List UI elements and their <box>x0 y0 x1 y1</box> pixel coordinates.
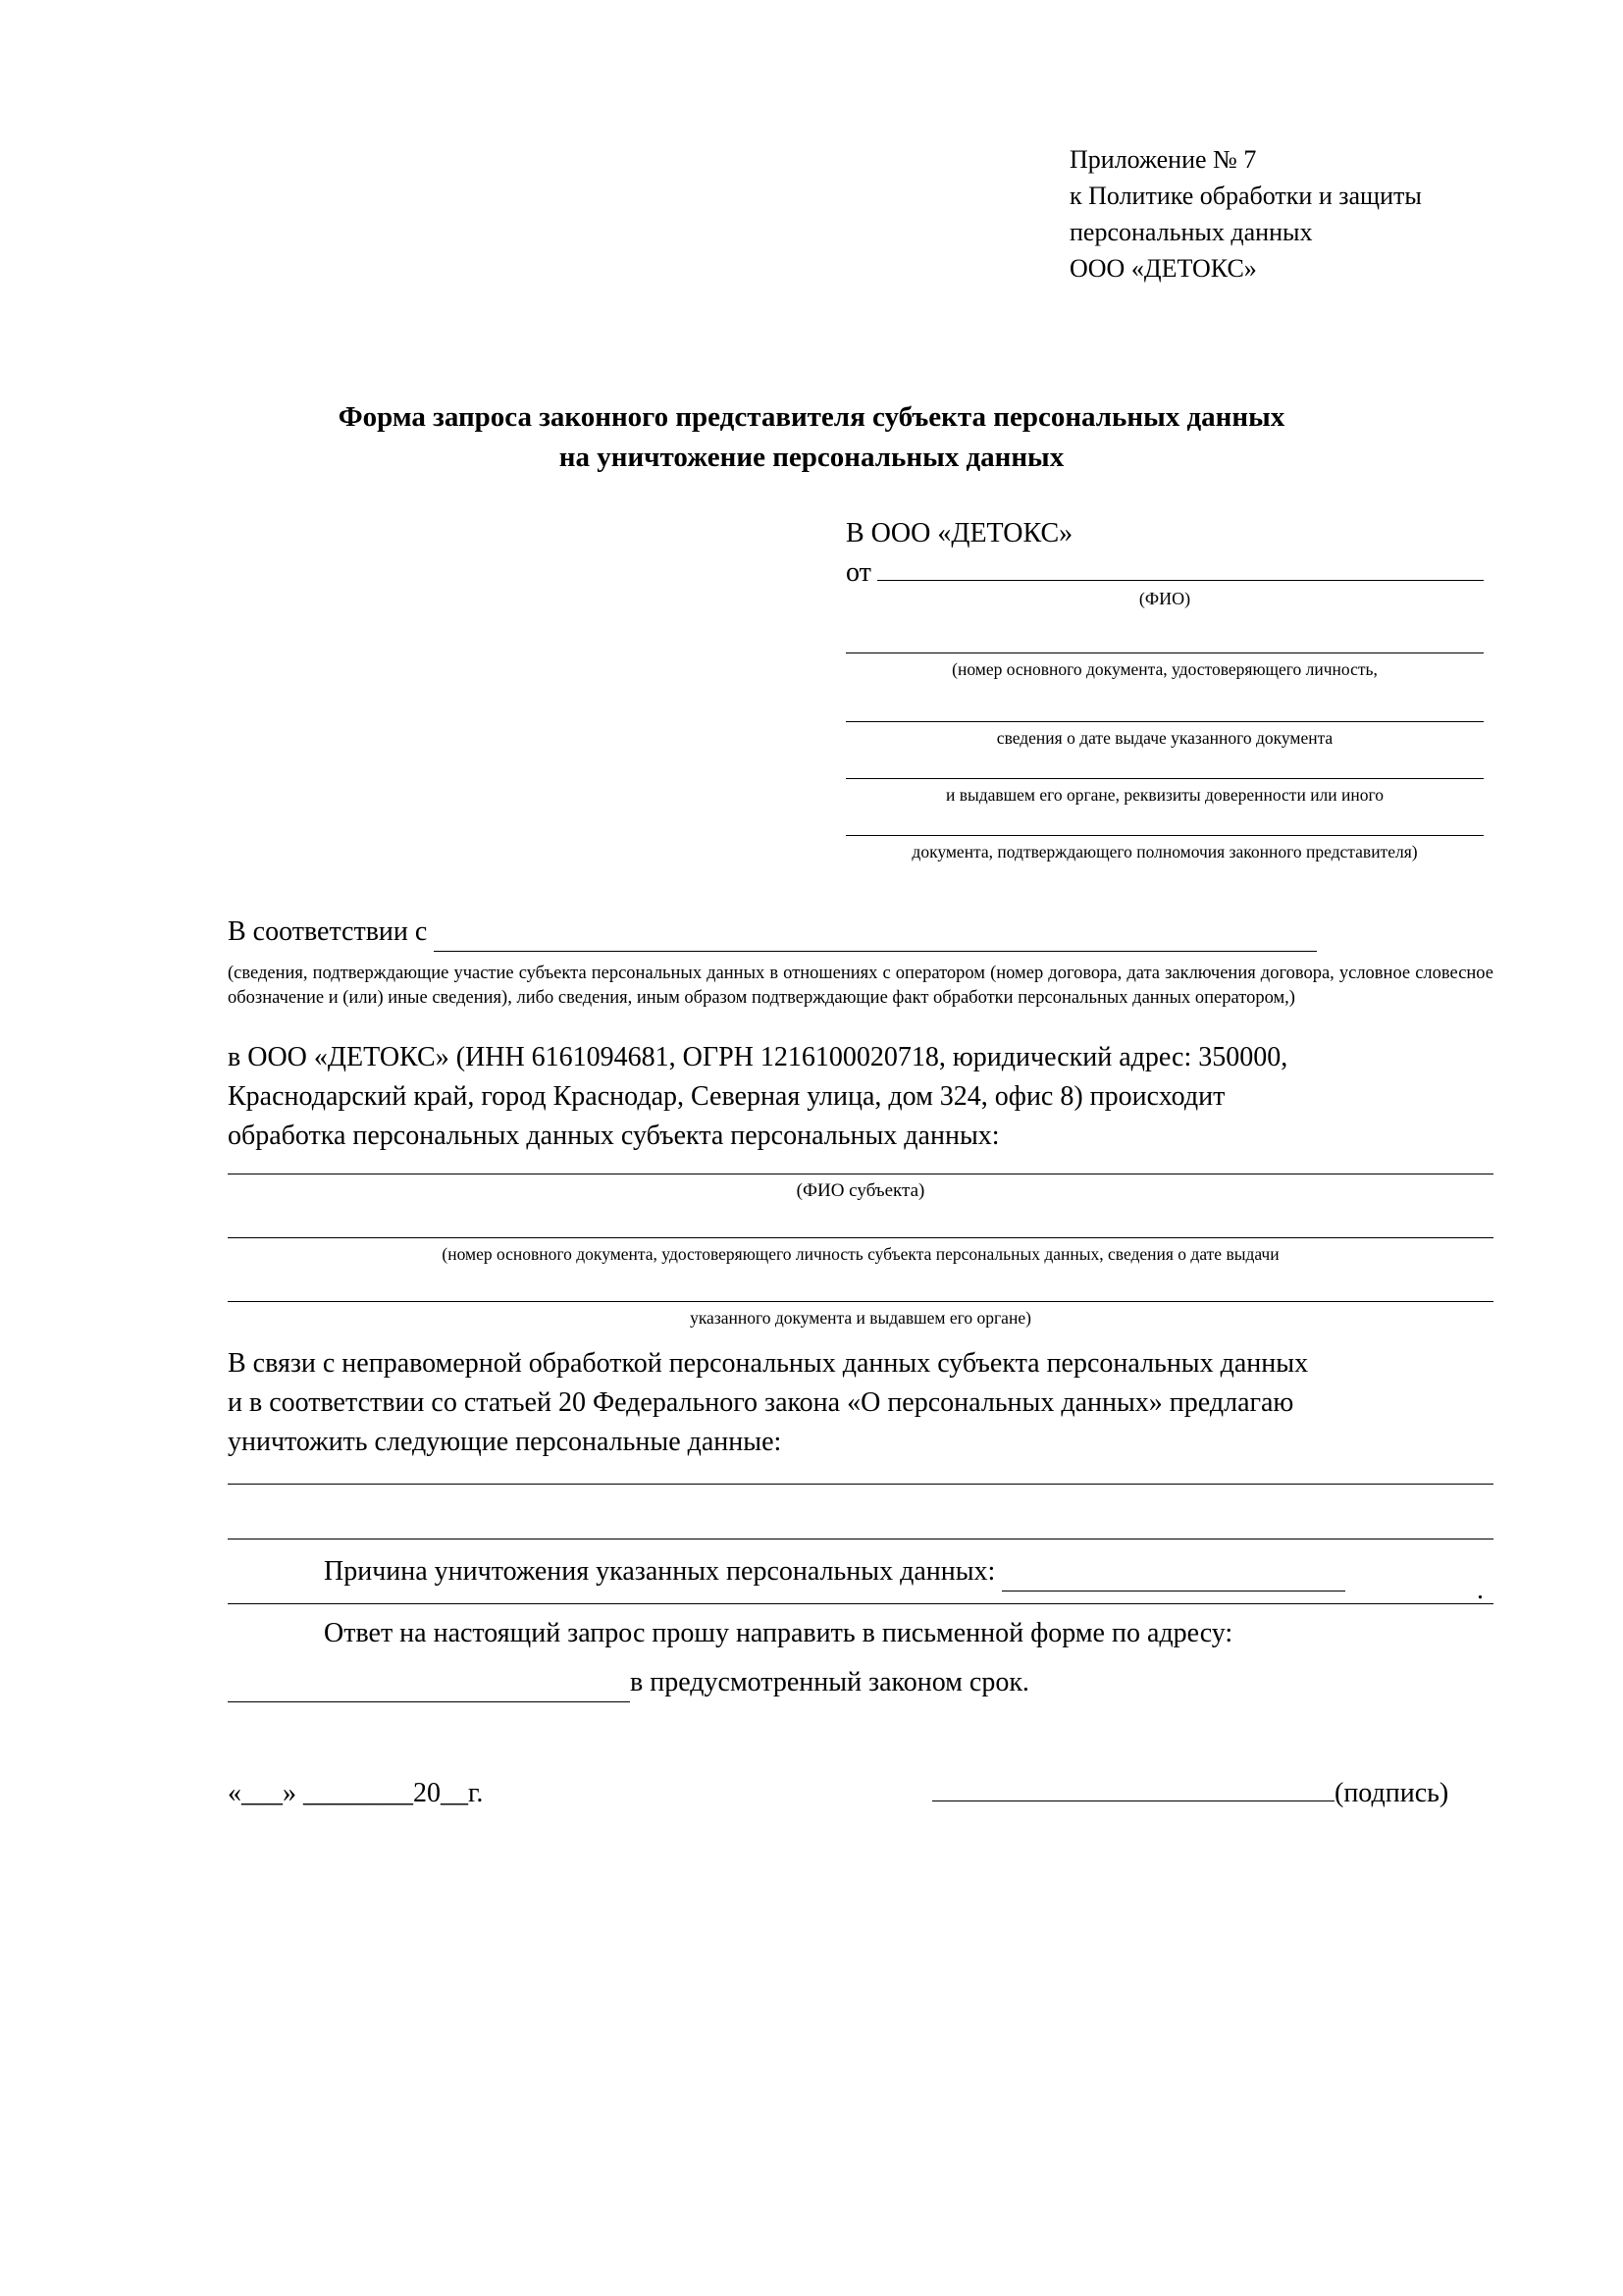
title-line-2: на уничтожение персональных данных <box>558 441 1065 473</box>
rep-doc-authority-line[interactable] <box>846 835 1484 836</box>
in-accordance-input-line[interactable] <box>434 931 1317 952</box>
title-line-1: Форма запроса законного представителя субъекта персональных данных <box>338 401 1285 433</box>
rep-doc-organ-line[interactable] <box>846 778 1484 779</box>
subject-doc-line-1[interactable] <box>228 1237 1493 1238</box>
caption-fio: (ФИО) <box>1138 589 1191 608</box>
date-field[interactable]: «___» ________20__г. <box>228 1778 484 1808</box>
in-accordance-row <box>228 913 1493 952</box>
caption-doc-organ: и выдавшем его органе, реквизиты доверенности или иного <box>945 785 1385 805</box>
answer-line-1: Ответ на настоящий запрос прошу направить в письменной форме по адресу: <box>324 1618 1233 1648</box>
company-paragraph-line-3: обработка персональных данных субъекта персональных данных: <box>228 1120 1000 1151</box>
caption-doc-date: сведения о дате выдаче указанного документа <box>996 728 1334 748</box>
reason-period: . <box>1477 1575 1484 1605</box>
answer-address-input-line[interactable] <box>228 1682 630 1702</box>
header-line-company: ООО «ДЕТОКС» <box>1070 253 1257 283</box>
reason-label: Причина уничтожения указанных персональных данных: <box>324 1556 996 1587</box>
unlawful-paragraph <box>228 1344 1493 1461</box>
caption-subject-fio: (ФИО субъекта) <box>796 1180 925 1201</box>
company-paragraph-line-1: в ООО «ДЕТОКС» (ИНН 6161094681, ОГРН 1216100020718, юридический адрес: 350000, <box>228 1042 1288 1072</box>
signature-label: (подпись) <box>1335 1778 1449 1808</box>
from-row <box>846 557 1484 589</box>
answer-line-2: в предусмотренный законом срок. <box>630 1667 1029 1697</box>
reason-line-2[interactable] <box>228 1603 1493 1604</box>
unlawful-line-3: уничтожить следующие персональные данные: <box>228 1426 782 1457</box>
page-title <box>0 397 1623 477</box>
company-paragraph-line-2: Краснодарский край, город Краснодар, Северная улица, дом 324, офис 8) происходит <box>228 1080 1226 1112</box>
data-to-destroy-line-1[interactable] <box>228 1484 1493 1485</box>
rep-doc-date-line[interactable] <box>846 721 1484 722</box>
header-line-policy: к Политике обработки и защиты <box>1070 181 1422 210</box>
caption-subject-doc-2: указанного документа и выдавшем его органе) <box>690 1308 1031 1328</box>
signature-input-line[interactable] <box>932 1779 1335 1801</box>
header-line-appendix: Приложение № 7 <box>1070 145 1257 174</box>
in-accordance-note: (сведения, подтверждающие участие субъекта персональных данных в отношениях с оператором (номер договора, дата заключения договора, условное словесное обозначение и (или) иные сведения), либо сведения, иным образом подтверждающие факт обработки персональных данных оператором,) <box>228 964 1493 1008</box>
unlawful-line-1: В связи с неправомерной обработкой персональных данных субъекта персональных данных <box>228 1348 1309 1379</box>
subject-doc-line-2[interactable] <box>228 1301 1493 1302</box>
company-paragraph <box>228 1038 1493 1155</box>
rep-doc-number-line[interactable] <box>846 652 1484 653</box>
in-accordance-label: В соответствии с <box>228 916 428 947</box>
header-line-personal-data: персональных данных <box>1070 217 1313 246</box>
addressee-organization: В ООО «ДЕТОКС» <box>846 518 1073 548</box>
caption-subject-doc-1: (номер основного документа, удостоверяющего личность субъекта персональных данных, сведения о дате выдачи <box>442 1244 1280 1264</box>
answer-row-2 <box>228 1663 1493 1702</box>
caption-doc-number: (номер основного документа, удостоверяющего личность, <box>952 659 1378 679</box>
unlawful-line-2: и в соответствии со статьей 20 Федерального закона «О персональных данных» предлагаю <box>228 1386 1294 1418</box>
document-header <box>1070 142 1580 287</box>
caption-doc-authority: документа, подтверждающего полномочия законного представителя) <box>912 842 1418 861</box>
reason-input-line[interactable] <box>1002 1571 1345 1592</box>
from-input-line[interactable] <box>877 558 1484 581</box>
signature-row <box>932 1778 1448 1809</box>
from-label: от <box>846 557 871 588</box>
reason-row <box>324 1552 1501 1592</box>
